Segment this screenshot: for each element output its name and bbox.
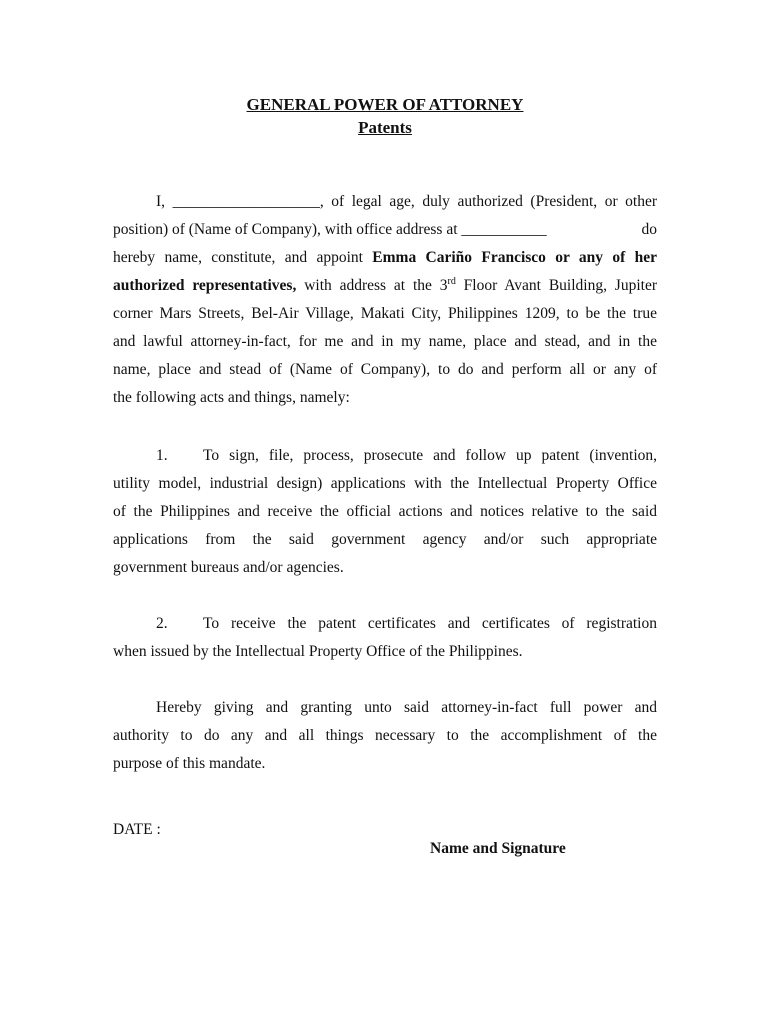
- intro-line-8: the following acts and things, namely:: [113, 389, 350, 406]
- intro-line-6: and lawful attorney-in-fact, for me and in my name, place and stead, and in the: [113, 333, 657, 350]
- intro-line-4-text: with address at the 3: [296, 277, 448, 294]
- intro-line-2-end: do: [641, 221, 657, 238]
- intro-line-7: name, place and stead of (Name of Company), to do and perform all or any of: [113, 361, 657, 378]
- intro-line-4-text-end: Floor Avant Building, Jupiter: [455, 277, 657, 294]
- item-1-line-3: of the Philippines and receive the official actions and notices relative to the said: [113, 503, 657, 520]
- signature-label: Name and Signature: [430, 840, 566, 857]
- item-1-line-1-text: To sign, file, process, prosecute and follow up patent (invention,: [203, 447, 657, 464]
- grant-line-1: Hereby giving and granting unto said attorney-in-fact full power and: [156, 699, 657, 716]
- item-1-line-5: government bureaus and/or agencies.: [113, 559, 344, 576]
- intro-line-2-text: position) of (Name of Company), with office address at ___________: [113, 221, 547, 238]
- attorney-name: Emma Cariño Francisco or any of her: [372, 249, 657, 266]
- document-title: GENERAL POWER OF ATTORNEY: [246, 95, 524, 114]
- intro-line-4: [113, 276, 657, 296]
- intro-line-5: corner Mars Streets, Bel-Air Village, Makati City, Philippines 1209, to be the true: [113, 305, 657, 322]
- item-1-line-1: [113, 446, 657, 466]
- item-2-line-1: [113, 614, 657, 634]
- item-2-line-2: when issued by the Intellectual Property Office of the Philippines.: [113, 643, 523, 660]
- document-subtitle: Patents: [358, 118, 412, 137]
- item-1-line-4: applications from the said government agency and/or such appropriate: [113, 531, 657, 548]
- intro-line-1: I, ___________________, of legal age, duly authorized (President, or other: [156, 193, 657, 210]
- intro-line-3-text: hereby name, constitute, and appoint: [113, 249, 373, 266]
- item-2-number: 2.: [156, 615, 168, 632]
- date-label: DATE :: [113, 821, 161, 838]
- item-2-line-1-text: To receive the patent certificates and certificates of registration: [203, 615, 657, 632]
- authorized-representatives: authorized representatives,: [113, 277, 297, 294]
- ordinal-suffix: rd: [447, 275, 456, 287]
- grant-line-3: purpose of this mandate.: [113, 755, 266, 772]
- intro-line-2: [113, 220, 657, 240]
- grant-line-2: authority to do any and all things necessary to the accomplishment of the: [113, 727, 657, 744]
- intro-line-3: [113, 248, 657, 268]
- item-1-line-2: utility model, industrial design) applications with the Intellectual Property Office: [113, 475, 657, 492]
- item-1-number: 1.: [156, 447, 168, 464]
